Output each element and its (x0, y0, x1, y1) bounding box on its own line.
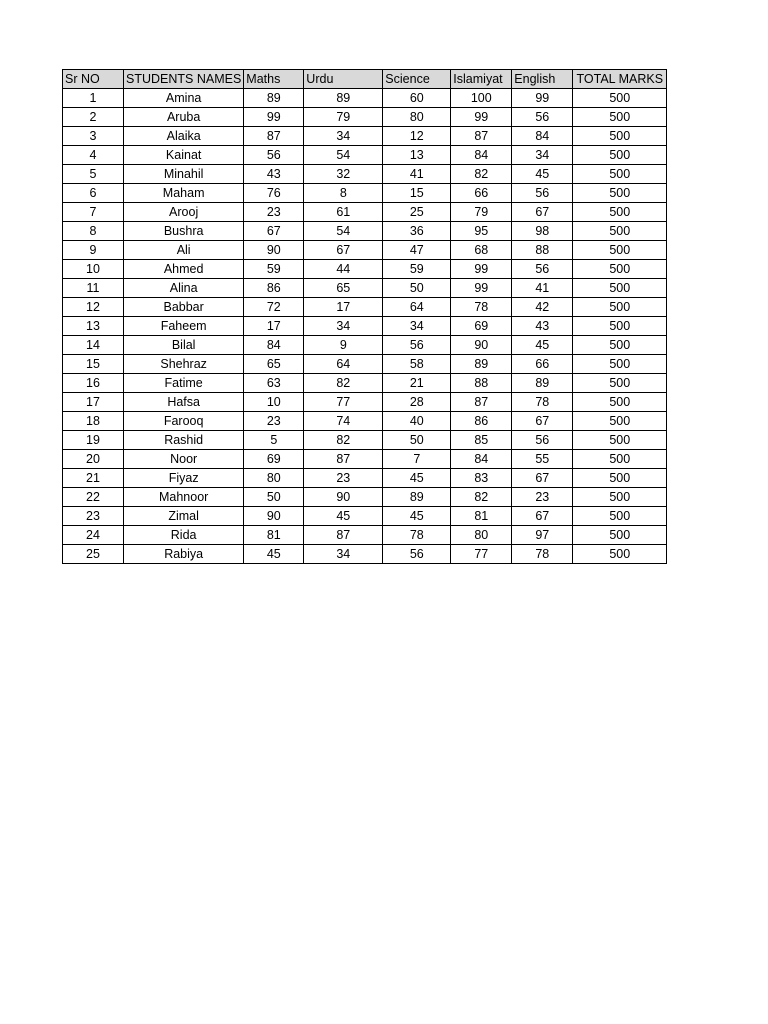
cell-science: 47 (383, 241, 451, 260)
cell-total-marks: 500 (573, 241, 667, 260)
cell-urdu: 45 (304, 507, 383, 526)
cell-english: 84 (512, 127, 573, 146)
cell-maths: 67 (244, 222, 304, 241)
cell-total-marks: 500 (573, 298, 667, 317)
cell-science: 45 (383, 507, 451, 526)
cell-english: 56 (512, 184, 573, 203)
cell-science: 50 (383, 279, 451, 298)
cell-sr-no: 19 (63, 431, 124, 450)
cell-maths: 90 (244, 507, 304, 526)
table-row (63, 89, 667, 108)
cell-english: 66 (512, 355, 573, 374)
cell-student-name: Bushra (124, 222, 244, 241)
cell-science: 41 (383, 165, 451, 184)
cell-maths: 56 (244, 146, 304, 165)
cell-sr-no: 5 (63, 165, 124, 184)
cell-sr-no: 9 (63, 241, 124, 260)
header-student-names: STUDENTS NAMES (124, 70, 244, 89)
cell-total-marks: 500 (573, 355, 667, 374)
cell-urdu: 23 (304, 469, 383, 488)
table-row (63, 488, 667, 507)
cell-student-name: Arooj (124, 203, 244, 222)
cell-total-marks: 500 (573, 222, 667, 241)
cell-student-name: Farooq (124, 412, 244, 431)
cell-maths: 81 (244, 526, 304, 545)
table-row (63, 450, 667, 469)
table-row (63, 222, 667, 241)
cell-student-name: Hafsa (124, 393, 244, 412)
cell-science: 78 (383, 526, 451, 545)
cell-science: 89 (383, 488, 451, 507)
cell-english: 78 (512, 545, 573, 564)
cell-sr-no: 3 (63, 127, 124, 146)
cell-maths: 80 (244, 469, 304, 488)
cell-urdu: 9 (304, 336, 383, 355)
cell-student-name: Shehraz (124, 355, 244, 374)
cell-sr-no: 24 (63, 526, 124, 545)
cell-student-name: Rabiya (124, 545, 244, 564)
cell-islamiyat: 85 (451, 431, 512, 450)
cell-maths: 86 (244, 279, 304, 298)
cell-sr-no: 22 (63, 488, 124, 507)
cell-maths: 10 (244, 393, 304, 412)
cell-student-name: Rashid (124, 431, 244, 450)
cell-sr-no: 11 (63, 279, 124, 298)
cell-sr-no: 21 (63, 469, 124, 488)
cell-sr-no: 17 (63, 393, 124, 412)
cell-maths: 17 (244, 317, 304, 336)
cell-maths: 99 (244, 108, 304, 127)
cell-science: 80 (383, 108, 451, 127)
cell-total-marks: 500 (573, 488, 667, 507)
cell-total-marks: 500 (573, 203, 667, 222)
cell-maths: 43 (244, 165, 304, 184)
cell-english: 56 (512, 431, 573, 450)
cell-total-marks: 500 (573, 526, 667, 545)
cell-maths: 87 (244, 127, 304, 146)
cell-english: 45 (512, 165, 573, 184)
cell-science: 21 (383, 374, 451, 393)
cell-science: 25 (383, 203, 451, 222)
cell-science: 36 (383, 222, 451, 241)
header-maths: Maths (244, 70, 304, 89)
cell-islamiyat: 66 (451, 184, 512, 203)
cell-science: 15 (383, 184, 451, 203)
cell-sr-no: 18 (63, 412, 124, 431)
student-marks-table (62, 69, 667, 564)
cell-urdu: 8 (304, 184, 383, 203)
table-row (63, 127, 667, 146)
cell-english: 67 (512, 507, 573, 526)
cell-student-name: Fiyaz (124, 469, 244, 488)
header-row (63, 70, 667, 89)
cell-student-name: Minahil (124, 165, 244, 184)
cell-maths: 5 (244, 431, 304, 450)
header-sr-no: Sr NO (63, 70, 124, 89)
header-total-marks: TOTAL MARKS (573, 70, 667, 89)
cell-islamiyat: 95 (451, 222, 512, 241)
cell-total-marks: 500 (573, 127, 667, 146)
cell-sr-no: 15 (63, 355, 124, 374)
cell-english: 42 (512, 298, 573, 317)
cell-student-name: Fatime (124, 374, 244, 393)
cell-urdu: 54 (304, 222, 383, 241)
cell-islamiyat: 87 (451, 393, 512, 412)
table-row (63, 412, 667, 431)
cell-english: 56 (512, 108, 573, 127)
cell-maths: 59 (244, 260, 304, 279)
cell-english: 89 (512, 374, 573, 393)
cell-science: 50 (383, 431, 451, 450)
cell-maths: 23 (244, 203, 304, 222)
cell-total-marks: 500 (573, 108, 667, 127)
cell-science: 13 (383, 146, 451, 165)
cell-maths: 65 (244, 355, 304, 374)
cell-english: 56 (512, 260, 573, 279)
cell-sr-no: 25 (63, 545, 124, 564)
cell-english: 23 (512, 488, 573, 507)
cell-english: 98 (512, 222, 573, 241)
cell-total-marks: 500 (573, 336, 667, 355)
cell-english: 78 (512, 393, 573, 412)
cell-islamiyat: 78 (451, 298, 512, 317)
table-row (63, 146, 667, 165)
cell-urdu: 64 (304, 355, 383, 374)
cell-total-marks: 500 (573, 545, 667, 564)
cell-urdu: 34 (304, 127, 383, 146)
cell-islamiyat: 68 (451, 241, 512, 260)
cell-student-name: Maham (124, 184, 244, 203)
table-row (63, 469, 667, 488)
cell-sr-no: 1 (63, 89, 124, 108)
cell-sr-no: 20 (63, 450, 124, 469)
cell-student-name: Alaika (124, 127, 244, 146)
cell-science: 40 (383, 412, 451, 431)
cell-english: 88 (512, 241, 573, 260)
table-row (63, 184, 667, 203)
cell-islamiyat: 84 (451, 146, 512, 165)
header-science: Science (383, 70, 451, 89)
cell-islamiyat: 81 (451, 507, 512, 526)
cell-islamiyat: 87 (451, 127, 512, 146)
table-row (63, 355, 667, 374)
table-row (63, 108, 667, 127)
table-row (63, 374, 667, 393)
cell-total-marks: 500 (573, 412, 667, 431)
cell-science: 34 (383, 317, 451, 336)
cell-total-marks: 500 (573, 374, 667, 393)
cell-english: 43 (512, 317, 573, 336)
cell-islamiyat: 82 (451, 165, 512, 184)
cell-islamiyat: 89 (451, 355, 512, 374)
cell-urdu: 34 (304, 317, 383, 336)
cell-urdu: 34 (304, 545, 383, 564)
cell-urdu: 32 (304, 165, 383, 184)
cell-islamiyat: 100 (451, 89, 512, 108)
cell-science: 59 (383, 260, 451, 279)
cell-english: 67 (512, 412, 573, 431)
cell-urdu: 74 (304, 412, 383, 431)
table-row (63, 431, 667, 450)
cell-student-name: Ali (124, 241, 244, 260)
cell-student-name: Alina (124, 279, 244, 298)
cell-urdu: 77 (304, 393, 383, 412)
cell-sr-no: 23 (63, 507, 124, 526)
cell-science: 64 (383, 298, 451, 317)
cell-islamiyat: 82 (451, 488, 512, 507)
cell-islamiyat: 99 (451, 108, 512, 127)
cell-english: 97 (512, 526, 573, 545)
cell-urdu: 17 (304, 298, 383, 317)
cell-student-name: Mahnoor (124, 488, 244, 507)
cell-maths: 72 (244, 298, 304, 317)
cell-maths: 76 (244, 184, 304, 203)
cell-sr-no: 8 (63, 222, 124, 241)
cell-english: 55 (512, 450, 573, 469)
table-header (63, 70, 667, 89)
cell-islamiyat: 80 (451, 526, 512, 545)
cell-sr-no: 7 (63, 203, 124, 222)
table-row (63, 279, 667, 298)
cell-student-name: Noor (124, 450, 244, 469)
cell-total-marks: 500 (573, 146, 667, 165)
cell-total-marks: 500 (573, 393, 667, 412)
cell-student-name: Babbar (124, 298, 244, 317)
cell-islamiyat: 86 (451, 412, 512, 431)
cell-science: 56 (383, 545, 451, 564)
cell-urdu: 89 (304, 89, 383, 108)
cell-english: 41 (512, 279, 573, 298)
cell-total-marks: 500 (573, 507, 667, 526)
cell-student-name: Bilal (124, 336, 244, 355)
cell-maths: 69 (244, 450, 304, 469)
cell-islamiyat: 79 (451, 203, 512, 222)
cell-science: 7 (383, 450, 451, 469)
cell-urdu: 44 (304, 260, 383, 279)
header-urdu: Urdu (304, 70, 383, 89)
cell-urdu: 82 (304, 431, 383, 450)
cell-maths: 45 (244, 545, 304, 564)
table-row (63, 526, 667, 545)
cell-total-marks: 500 (573, 89, 667, 108)
cell-student-name: Aruba (124, 108, 244, 127)
cell-student-name: Rida (124, 526, 244, 545)
cell-total-marks: 500 (573, 317, 667, 336)
table-row (63, 165, 667, 184)
cell-islamiyat: 69 (451, 317, 512, 336)
cell-sr-no: 2 (63, 108, 124, 127)
cell-islamiyat: 77 (451, 545, 512, 564)
cell-total-marks: 500 (573, 450, 667, 469)
cell-english: 45 (512, 336, 573, 355)
cell-urdu: 61 (304, 203, 383, 222)
cell-total-marks: 500 (573, 469, 667, 488)
cell-maths: 63 (244, 374, 304, 393)
cell-urdu: 90 (304, 488, 383, 507)
cell-science: 12 (383, 127, 451, 146)
cell-urdu: 67 (304, 241, 383, 260)
cell-student-name: Kainat (124, 146, 244, 165)
table-row (63, 203, 667, 222)
table-row (63, 298, 667, 317)
cell-total-marks: 500 (573, 431, 667, 450)
table-row (63, 393, 667, 412)
cell-science: 60 (383, 89, 451, 108)
cell-student-name: Ahmed (124, 260, 244, 279)
cell-science: 56 (383, 336, 451, 355)
cell-islamiyat: 99 (451, 279, 512, 298)
cell-science: 28 (383, 393, 451, 412)
header-english: English (512, 70, 573, 89)
cell-english: 67 (512, 203, 573, 222)
cell-english: 67 (512, 469, 573, 488)
cell-maths: 90 (244, 241, 304, 260)
cell-student-name: Faheem (124, 317, 244, 336)
cell-english: 34 (512, 146, 573, 165)
cell-urdu: 82 (304, 374, 383, 393)
cell-islamiyat: 84 (451, 450, 512, 469)
cell-sr-no: 12 (63, 298, 124, 317)
cell-maths: 84 (244, 336, 304, 355)
cell-total-marks: 500 (573, 165, 667, 184)
cell-islamiyat: 99 (451, 260, 512, 279)
table-row (63, 507, 667, 526)
cell-total-marks: 500 (573, 279, 667, 298)
cell-islamiyat: 83 (451, 469, 512, 488)
cell-english: 99 (512, 89, 573, 108)
cell-sr-no: 10 (63, 260, 124, 279)
cell-sr-no: 6 (63, 184, 124, 203)
cell-total-marks: 500 (573, 184, 667, 203)
cell-science: 58 (383, 355, 451, 374)
cell-sr-no: 4 (63, 146, 124, 165)
cell-total-marks: 500 (573, 260, 667, 279)
cell-urdu: 79 (304, 108, 383, 127)
cell-islamiyat: 88 (451, 374, 512, 393)
cell-urdu: 87 (304, 526, 383, 545)
cell-sr-no: 13 (63, 317, 124, 336)
cell-urdu: 87 (304, 450, 383, 469)
cell-science: 45 (383, 469, 451, 488)
cell-maths: 89 (244, 89, 304, 108)
cell-maths: 50 (244, 488, 304, 507)
table-row (63, 260, 667, 279)
cell-urdu: 54 (304, 146, 383, 165)
table-row (63, 336, 667, 355)
table-body (63, 89, 667, 564)
cell-sr-no: 16 (63, 374, 124, 393)
table-row (63, 317, 667, 336)
header-islamiyat: Islamiyat (451, 70, 512, 89)
cell-urdu: 65 (304, 279, 383, 298)
cell-student-name: Amina (124, 89, 244, 108)
cell-student-name: Zimal (124, 507, 244, 526)
table-row (63, 241, 667, 260)
cell-sr-no: 14 (63, 336, 124, 355)
cell-islamiyat: 90 (451, 336, 512, 355)
cell-maths: 23 (244, 412, 304, 431)
table-row (63, 545, 667, 564)
